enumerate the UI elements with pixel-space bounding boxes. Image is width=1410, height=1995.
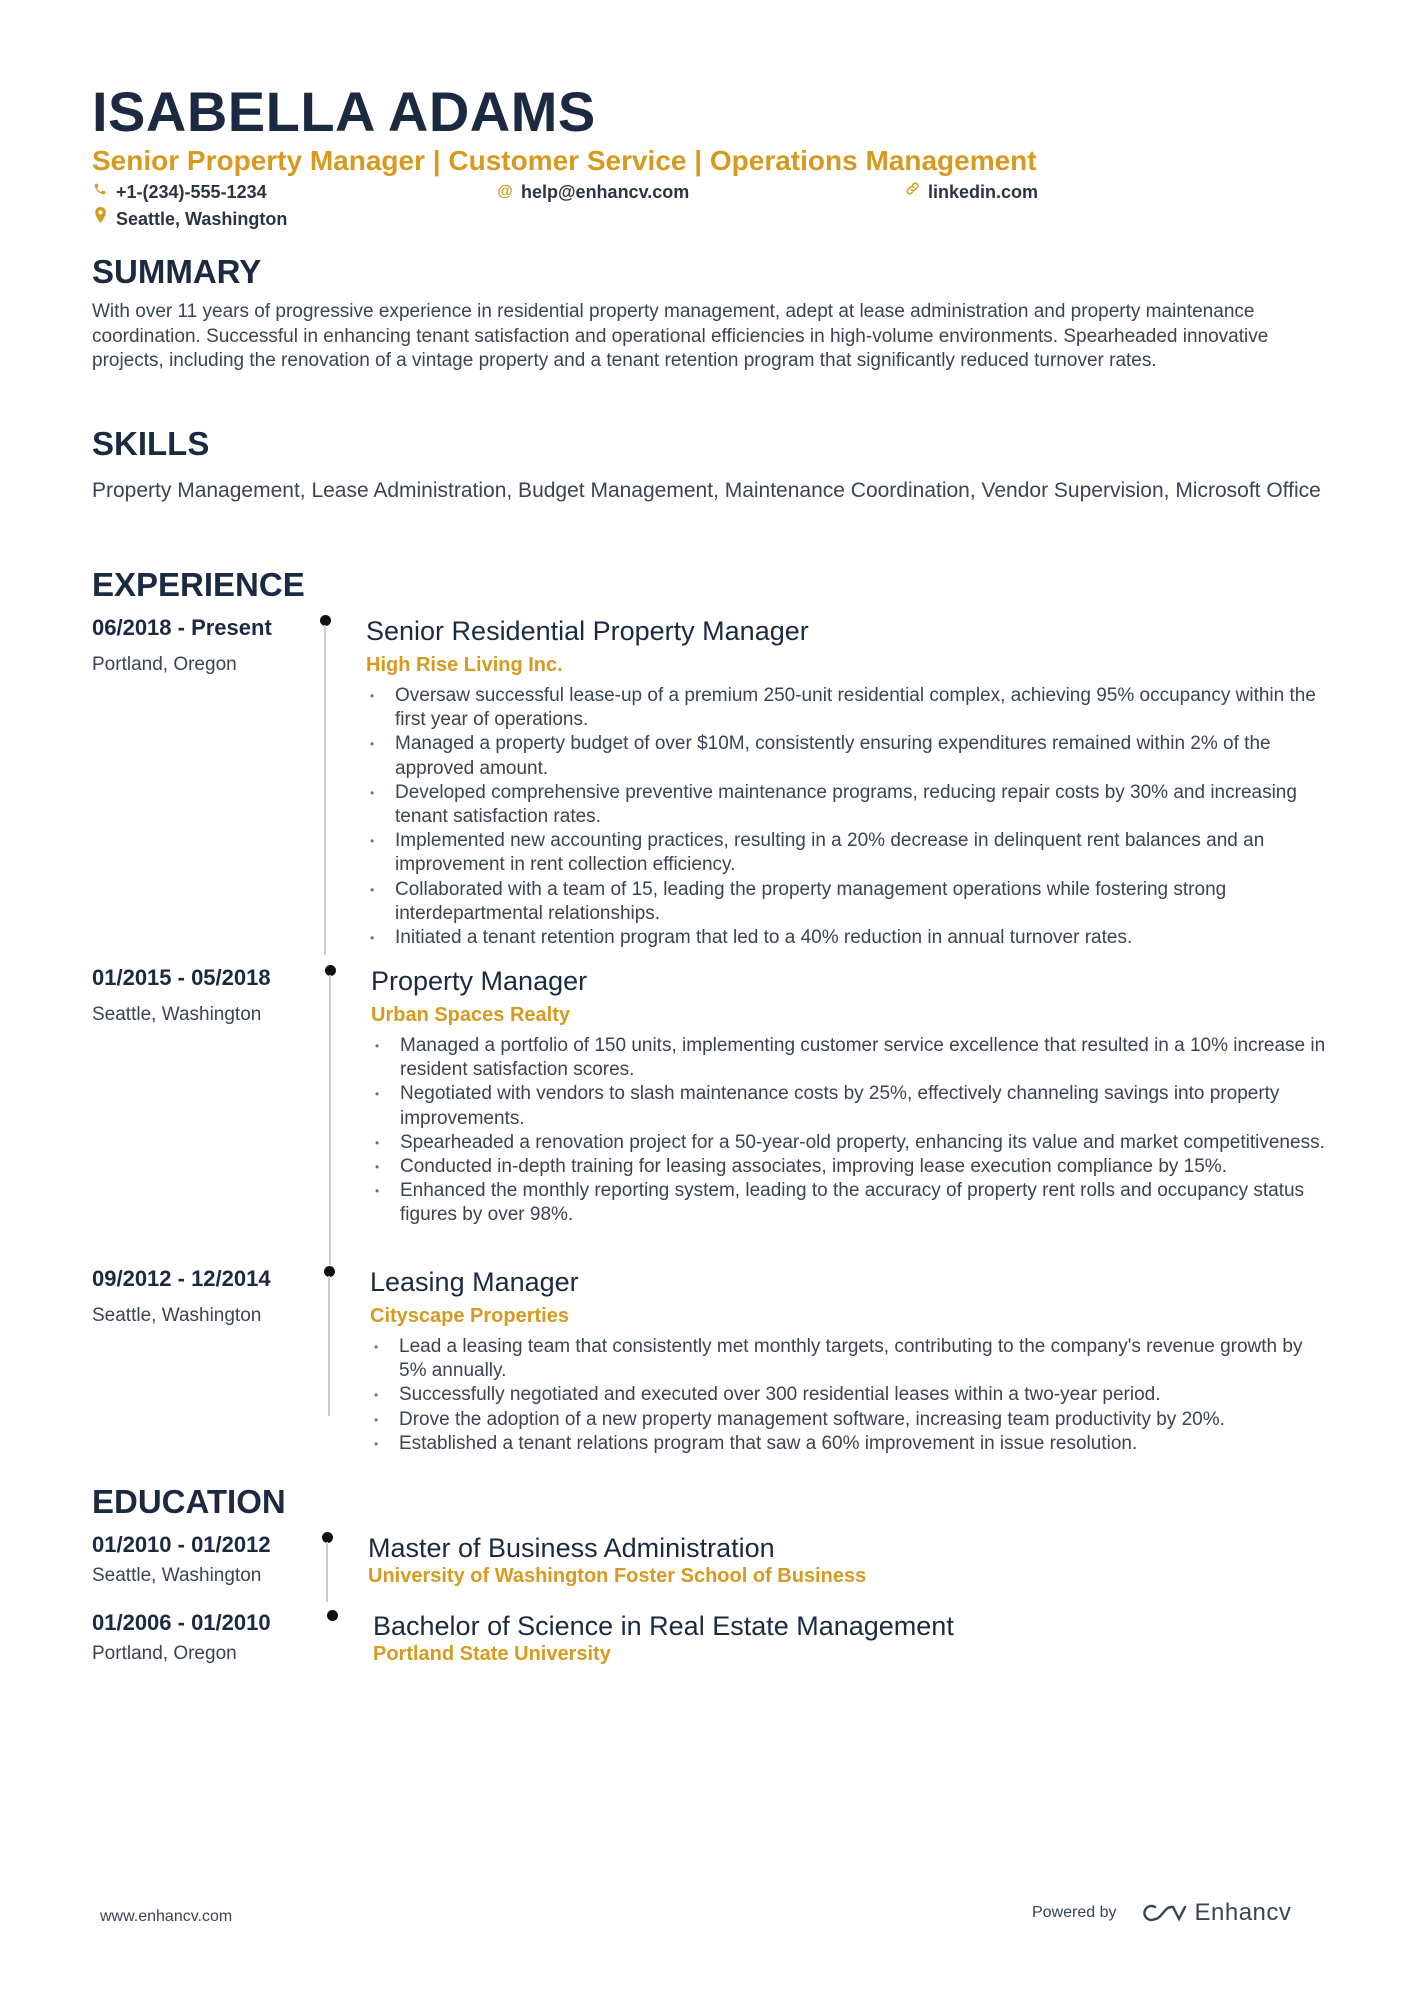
experience-bullet: • Successfully negotiated and executed over 300 residential leases within a two-year period. <box>370 1383 1330 1407</box>
footer-website-link[interactable]: www.enhancv.com <box>100 1908 233 1925</box>
phone-text: +1-(234)-555-1234 <box>116 182 267 202</box>
timeline-line <box>326 1542 328 1602</box>
footer-powered-by <box>1032 1899 1291 1927</box>
experience-bullet: • Conducted in-depth training for leasing associates, improving lease execution compliance by 15%. <box>371 1155 1331 1179</box>
experience-bullets <box>370 1335 1330 1456</box>
website-text: linkedin.com <box>928 182 1039 202</box>
experience-bullet: • Collaborated with a team of 15, leading the property management operations while fostering strong interdepartmental relationships. <box>366 878 1336 926</box>
experience-location: Portland, Oregon <box>92 654 237 675</box>
education-degree: Master of Business Administration <box>368 1533 775 1563</box>
experience-role: Senior Residential Property Manager <box>366 616 809 646</box>
experience-entry <box>92 615 1332 949</box>
experience-date: 09/2012 - 12/2014 <box>92 1266 271 1291</box>
experience-bullet: • Enhanced the monthly reporting system, leading to the accuracy of property rent rolls and occupancy status figures by over 98%. <box>371 1179 1331 1227</box>
phone-icon <box>92 181 108 203</box>
experience-role: Property Manager <box>371 966 588 996</box>
experience-entry <box>92 965 1332 1255</box>
experience-bullet: • Drove the adoption of a new property management software, increasing team productivity by 20%. <box>370 1408 1330 1432</box>
experience-bullet: • Lead a leasing team that consistently met monthly targets, contributing to the company's revenue growth by 5% annually. <box>370 1335 1330 1383</box>
timeline-line <box>328 1276 330 1416</box>
powered-by-label: Powered by <box>1032 1904 1117 1921</box>
experience-location: Seattle, Washington <box>92 1305 262 1326</box>
education-school: Portland State University <box>373 1643 611 1665</box>
experience-bullet: • Negotiated with vendors to slash maintenance costs by 25%, effectively channeling savings into property improvements. <box>371 1082 1331 1130</box>
enhancv-logo-text: Enhancv <box>1194 1899 1292 1926</box>
education-location: Seattle, Washington <box>92 1565 262 1586</box>
experience-location: Seattle, Washington <box>92 1004 262 1025</box>
candidate-headline: Senior Property Manager | Customer Service | Operations Management <box>92 145 1037 176</box>
summary-heading: SUMMARY <box>92 253 262 290</box>
experience-bullet: • Initiated a tenant retention program that led to a 40% reduction in annual turnover rates. <box>366 926 1336 950</box>
experience-bullet: • Developed comprehensive preventive maintenance programs, reducing repair costs by 30% and increasing tenant satisfaction rates. <box>366 781 1336 829</box>
link-icon <box>904 181 920 203</box>
enhancv-logo-icon <box>1141 1901 1187 1925</box>
contact-website[interactable] <box>904 181 1038 203</box>
at-icon: @ <box>497 183 513 200</box>
experience-company: High Rise Living Inc. <box>366 654 563 676</box>
experience-bullet: • Managed a property budget of over $10M, consistently ensuring expenditures remained within 2% of the approved amount. <box>366 732 1336 780</box>
map-pin-icon <box>92 207 108 230</box>
skills-heading: SKILLS <box>92 425 210 462</box>
experience-company: Cityscape Properties <box>370 1305 569 1327</box>
experience-bullet: • Established a tenant relations program that saw a 60% improvement in issue resolution. <box>370 1432 1330 1456</box>
education-degree: Bachelor of Science in Real Estate Management <box>373 1611 954 1641</box>
timeline-line <box>324 625 326 955</box>
timeline-dot <box>327 1610 338 1621</box>
summary-text: With over 11 years of progressive experience in residential property management, adept at lease administration and property maintenance coordination. Successful in enhancing tenant satisfaction and operational efficiencies in high-volume environments. Spearheaded innovative projects, including the renovation of a vintage property and a tenant retention program that significantly reduced turnover rates. <box>92 301 1269 371</box>
education-location: Portland, Oregon <box>92 1643 237 1664</box>
experience-bullet: • Managed a portfolio of 150 units, implementing customer service excellence that resulted in a 10% increase in resident satisfaction scores. <box>371 1034 1331 1082</box>
contact-phone[interactable] <box>92 181 267 203</box>
email-text: help@enhancv.com <box>521 182 690 202</box>
contact-location <box>92 207 287 230</box>
education-entry <box>92 1532 1332 1602</box>
experience-date: 06/2018 - Present <box>92 615 272 640</box>
experience-bullet: • Implemented new accounting practices, resulting in a 20% decrease in delinquent rent balances and an improvement in rent collection efficiency. <box>366 829 1336 877</box>
education-school: University of Washington Foster School of Business <box>368 1565 867 1587</box>
education-date: 01/2010 - 01/2012 <box>92 1532 271 1557</box>
experience-role: Leasing Manager <box>370 1267 579 1297</box>
education-entry <box>92 1610 1332 1680</box>
experience-bullets <box>366 684 1336 950</box>
contact-email[interactable] <box>497 181 689 203</box>
experience-bullet: • Oversaw successful lease-up of a premium 250-unit residential complex, achieving 95% occupancy within the first year of operations. <box>366 684 1336 732</box>
experience-company: Urban Spaces Realty <box>371 1004 570 1026</box>
timeline-line <box>329 975 331 1265</box>
experience-entry <box>92 1266 1332 1466</box>
location-text: Seattle, Washington <box>116 208 288 229</box>
candidate-name: ISABELLA ADAMS <box>92 80 596 143</box>
education-date: 01/2006 - 01/2010 <box>92 1610 271 1635</box>
experience-heading: EXPERIENCE <box>92 566 305 603</box>
experience-bullets <box>371 1034 1331 1228</box>
experience-date: 01/2015 - 05/2018 <box>92 965 271 990</box>
education-heading: EDUCATION <box>92 1483 286 1520</box>
enhancv-logo[interactable] <box>1141 1899 1292 1927</box>
skills-text: Property Management, Lease Administration, Budget Management, Maintenance Coordination, Vendor Supervision, Microsoft Office <box>92 479 1321 502</box>
experience-bullet: • Spearheaded a renovation project for a 50-year-old property, enhancing its value and market competitiveness. <box>371 1131 1331 1155</box>
